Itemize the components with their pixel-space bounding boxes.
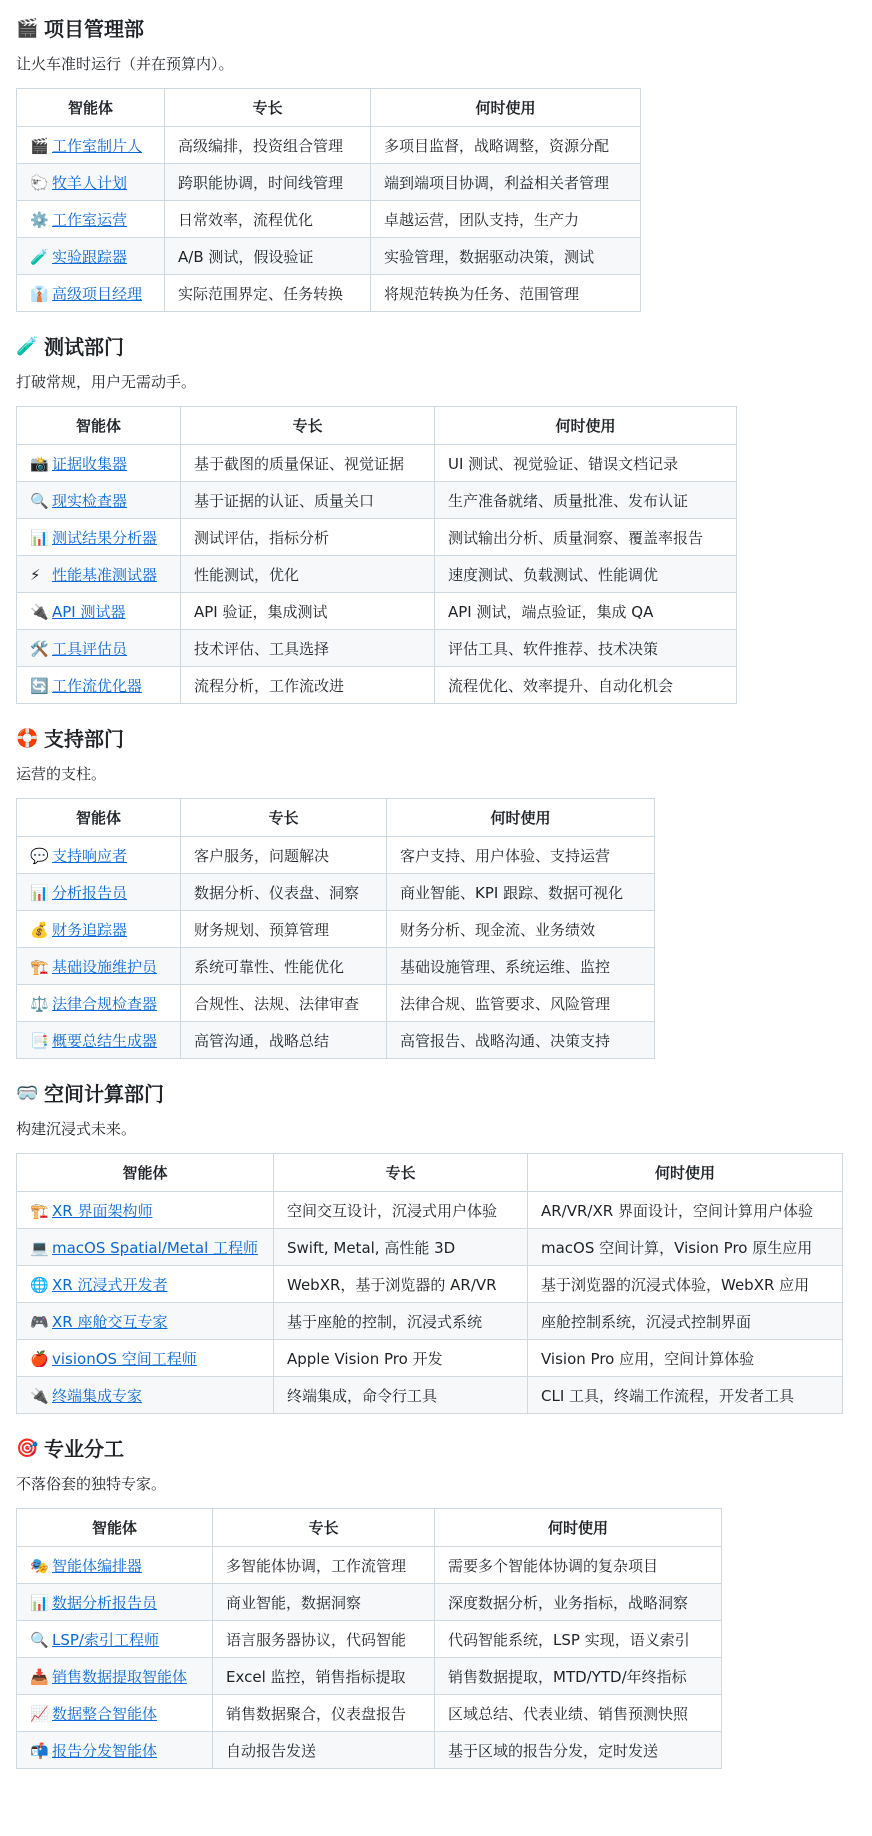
agent-link[interactable]: visionOS 空间工程师 bbox=[52, 1349, 197, 1368]
table-row bbox=[17, 482, 737, 519]
section-title: 支持部门 bbox=[44, 727, 124, 751]
table-row bbox=[17, 837, 655, 874]
section-emoji-icon: 🧪 bbox=[16, 336, 39, 357]
agent-emoji-icon: 📈 bbox=[30, 1704, 49, 1723]
when-to-use-cell: 需要多个智能体协调的复杂项目 bbox=[435, 1547, 722, 1584]
agent-emoji-icon: ⚡ bbox=[30, 565, 41, 584]
section-description: 构建沉浸式未来。 bbox=[16, 1120, 137, 1138]
agent-link[interactable]: 智能体编排器 bbox=[52, 1556, 143, 1575]
section-title: 项目管理部 bbox=[44, 17, 144, 41]
specialty-cell: 基于证据的认证、质量关口 bbox=[181, 482, 435, 519]
section-description: 让火车准时运行（并在预算内）。 bbox=[16, 55, 234, 73]
agent-cell bbox=[17, 164, 165, 201]
agent-link[interactable]: 财务追踪器 bbox=[52, 920, 128, 939]
table-row bbox=[17, 1547, 722, 1584]
table-row bbox=[17, 127, 641, 164]
specialty-cell: 技术评估、工具选择 bbox=[181, 630, 435, 667]
column-header: 专长 bbox=[213, 1509, 435, 1547]
table-row bbox=[17, 445, 737, 482]
agent-link[interactable]: LSP/索引工程师 bbox=[52, 1630, 159, 1649]
table-row bbox=[17, 164, 641, 201]
specialty-cell: 合规性、法规、法律审查 bbox=[181, 985, 387, 1022]
table-header-row bbox=[17, 1154, 843, 1192]
table-row bbox=[17, 1732, 722, 1769]
section-description: 打破常规，用户无需动手。 bbox=[16, 373, 197, 391]
agent-cell bbox=[17, 667, 181, 704]
agent-cell bbox=[17, 201, 165, 238]
agent-cell bbox=[17, 1266, 274, 1303]
agent-cell bbox=[17, 519, 181, 556]
agent-link[interactable]: API 测试器 bbox=[52, 602, 126, 621]
when-to-use-cell: 基于区域的报告分发，定时发送 bbox=[435, 1732, 722, 1769]
when-to-use-cell: Vision Pro 应用，空间计算体验 bbox=[528, 1340, 843, 1377]
agent-cell bbox=[17, 1547, 213, 1584]
agent-link[interactable]: 工作室运营 bbox=[52, 210, 128, 229]
specialty-cell: 实际范围界定、任务转换 bbox=[165, 275, 371, 312]
specialty-cell: 跨职能协调，时间线管理 bbox=[165, 164, 371, 201]
table-row bbox=[17, 1022, 655, 1059]
agent-emoji-icon: 📥 bbox=[30, 1667, 49, 1686]
agent-emoji-icon: 📬 bbox=[30, 1741, 49, 1760]
agent-link[interactable]: 基础设施维护员 bbox=[52, 957, 158, 976]
specialty-cell: 自动报告发送 bbox=[213, 1732, 435, 1769]
section-emoji-icon: 🥽 bbox=[16, 1083, 39, 1104]
column-header: 何时使用 bbox=[528, 1154, 843, 1192]
when-to-use-cell: 销售数据提取，MTD/YTD/年终指标 bbox=[435, 1658, 722, 1695]
column-header: 智能体 bbox=[17, 799, 181, 837]
agent-cell bbox=[17, 238, 165, 275]
table-row bbox=[17, 1695, 722, 1732]
agent-emoji-icon: 📊 bbox=[30, 1593, 49, 1612]
section-heading bbox=[16, 14, 856, 44]
agent-emoji-icon: 🔍 bbox=[30, 491, 49, 510]
agent-cell bbox=[17, 1658, 213, 1695]
when-to-use-cell: 评估工具、软件推荐、技术决策 bbox=[435, 630, 737, 667]
table-row bbox=[17, 593, 737, 630]
agent-cell bbox=[17, 1229, 274, 1266]
when-to-use-cell: 座舱控制系统，沉浸式控制界面 bbox=[528, 1303, 843, 1340]
agent-cell bbox=[17, 911, 181, 948]
agent-cell bbox=[17, 985, 181, 1022]
agent-emoji-icon: 💻 bbox=[30, 1238, 49, 1257]
agent-cell bbox=[17, 1022, 181, 1059]
specialty-cell: 流程分析，工作流改进 bbox=[181, 667, 435, 704]
specialty-cell: WebXR，基于浏览器的 AR/VR bbox=[274, 1266, 528, 1303]
agent-emoji-icon: 🐑 bbox=[30, 173, 49, 192]
agent-emoji-icon: 📸 bbox=[30, 454, 49, 473]
agent-link[interactable]: 销售数据提取智能体 bbox=[52, 1667, 188, 1686]
agent-emoji-icon: 📑 bbox=[30, 1031, 49, 1050]
agent-emoji-icon: 🎭 bbox=[30, 1556, 49, 1575]
agent-link[interactable]: 支持响应者 bbox=[52, 846, 128, 865]
agent-emoji-icon: 🛠️ bbox=[30, 639, 49, 658]
when-to-use-cell: 卓越运营，团队支持，生产力 bbox=[371, 201, 641, 238]
agent-cell bbox=[17, 1732, 213, 1769]
when-to-use-cell: 将规范转换为任务、范围管理 bbox=[371, 275, 641, 312]
table-row bbox=[17, 275, 641, 312]
when-to-use-cell: 流程优化、效率提升、自动化机会 bbox=[435, 667, 737, 704]
when-to-use-cell: 基于浏览器的沉浸式体验，WebXR 应用 bbox=[528, 1266, 843, 1303]
agent-emoji-icon: 🧪 bbox=[30, 247, 49, 266]
agent-cell bbox=[17, 556, 181, 593]
agent-cell bbox=[17, 1621, 213, 1658]
agent-emoji-icon: 📊 bbox=[30, 528, 49, 547]
agent-emoji-icon: 💬 bbox=[30, 846, 49, 865]
when-to-use-cell: 代码智能系统，LSP 实现，语义索引 bbox=[435, 1621, 722, 1658]
agent-cell bbox=[17, 874, 181, 911]
agent-link[interactable]: macOS Spatial/Metal 工程师 bbox=[52, 1238, 259, 1257]
column-header: 何时使用 bbox=[435, 407, 737, 445]
agents-table bbox=[16, 1153, 843, 1414]
agent-emoji-icon: 💰 bbox=[30, 920, 49, 939]
section bbox=[16, 1079, 856, 1414]
agent-cell bbox=[17, 1303, 274, 1340]
agent-link[interactable]: 报告分发智能体 bbox=[52, 1741, 158, 1760]
column-header: 智能体 bbox=[17, 89, 165, 127]
section-title: 测试部门 bbox=[44, 335, 124, 359]
table-row bbox=[17, 948, 655, 985]
specialty-cell: A/B 测试，假设验证 bbox=[165, 238, 371, 275]
agent-link[interactable]: 测试结果分析器 bbox=[52, 528, 158, 547]
table-row bbox=[17, 630, 737, 667]
specialty-cell: 终端集成，命令行工具 bbox=[274, 1377, 528, 1414]
column-header: 何时使用 bbox=[435, 1509, 722, 1547]
agent-emoji-icon: 🌐 bbox=[30, 1275, 49, 1294]
when-to-use-cell: 实验管理，数据驱动决策，测试 bbox=[371, 238, 641, 275]
section-emoji-icon: 🎯 bbox=[16, 1438, 39, 1459]
section-description: 运营的支柱。 bbox=[16, 765, 107, 783]
when-to-use-cell: 高管报告、战略沟通、决策支持 bbox=[387, 1022, 655, 1059]
agent-link[interactable]: XR 座舱交互专家 bbox=[52, 1312, 168, 1331]
agent-cell bbox=[17, 593, 181, 630]
specialty-cell: 性能测试，优化 bbox=[181, 556, 435, 593]
table-row bbox=[17, 985, 655, 1022]
agent-link[interactable]: 实验跟踪器 bbox=[52, 247, 128, 266]
column-header: 专长 bbox=[181, 799, 387, 837]
table-row bbox=[17, 238, 641, 275]
column-header: 专长 bbox=[181, 407, 435, 445]
agent-emoji-icon: 🏗️ bbox=[30, 957, 49, 976]
section-heading bbox=[16, 724, 856, 754]
agent-emoji-icon: 📊 bbox=[30, 883, 49, 902]
specialty-cell: Excel 监控，销售指标提取 bbox=[213, 1658, 435, 1695]
section bbox=[16, 14, 856, 312]
section-emoji-icon: 🛟 bbox=[16, 728, 39, 749]
specialty-cell: 日常效率，流程优化 bbox=[165, 201, 371, 238]
agent-emoji-icon: 👔 bbox=[30, 284, 49, 303]
table-header-row bbox=[17, 407, 737, 445]
table-row bbox=[17, 1303, 843, 1340]
column-header: 何时使用 bbox=[371, 89, 641, 127]
column-header: 智能体 bbox=[17, 407, 181, 445]
table-row bbox=[17, 1621, 722, 1658]
specialty-cell: 测试评估，指标分析 bbox=[181, 519, 435, 556]
when-to-use-cell: 客户支持、用户体验、支持运营 bbox=[387, 837, 655, 874]
agent-link[interactable]: 数据整合智能体 bbox=[52, 1704, 158, 1723]
table-header-row bbox=[17, 89, 641, 127]
specialty-cell: 数据分析、仪表盘、洞察 bbox=[181, 874, 387, 911]
specialty-cell: Apple Vision Pro 开发 bbox=[274, 1340, 528, 1377]
when-to-use-cell: 测试输出分析、质量洞察、覆盖率报告 bbox=[435, 519, 737, 556]
when-to-use-cell: 端到端项目协调，利益相关者管理 bbox=[371, 164, 641, 201]
section bbox=[16, 724, 856, 1059]
column-header: 智能体 bbox=[17, 1154, 274, 1192]
specialty-cell: 语言服务器协议，代码智能 bbox=[213, 1621, 435, 1658]
agent-cell bbox=[17, 630, 181, 667]
when-to-use-cell: 速度测试、负载测试、性能调优 bbox=[435, 556, 737, 593]
when-to-use-cell: 财务分析、现金流、业务绩效 bbox=[387, 911, 655, 948]
specialty-cell: 多智能体协调，工作流管理 bbox=[213, 1547, 435, 1584]
specialty-cell: 客户服务，问题解决 bbox=[181, 837, 387, 874]
agent-link[interactable]: 概要总结生成器 bbox=[52, 1031, 158, 1050]
section-title: 空间计算部门 bbox=[44, 1082, 164, 1106]
agent-emoji-icon: 🔌 bbox=[30, 602, 49, 621]
when-to-use-cell: 区域总结、代表业绩、销售预测快照 bbox=[435, 1695, 722, 1732]
table-row bbox=[17, 1658, 722, 1695]
section bbox=[16, 332, 856, 704]
table-row bbox=[17, 556, 737, 593]
table-row bbox=[17, 874, 655, 911]
specialty-cell: 基于截图的质量保证、视觉证据 bbox=[181, 445, 435, 482]
agent-cell bbox=[17, 1377, 274, 1414]
section-heading bbox=[16, 332, 856, 362]
agents-table bbox=[16, 1508, 722, 1769]
agent-link[interactable]: 数据分析报告员 bbox=[52, 1593, 158, 1612]
column-header: 专长 bbox=[274, 1154, 528, 1192]
table-row bbox=[17, 1229, 843, 1266]
when-to-use-cell: API 测试，端点验证，集成 QA bbox=[435, 593, 737, 630]
specialty-cell: 销售数据聚合，仪表盘报告 bbox=[213, 1695, 435, 1732]
column-header: 专长 bbox=[165, 89, 371, 127]
table-row bbox=[17, 519, 737, 556]
agent-link[interactable]: 终端集成专家 bbox=[52, 1386, 143, 1405]
specialty-cell: Swift, Metal, 高性能 3D bbox=[274, 1229, 528, 1266]
table-header-row bbox=[17, 799, 655, 837]
column-header: 何时使用 bbox=[387, 799, 655, 837]
agent-link[interactable]: 工作室制片人 bbox=[52, 136, 143, 155]
agent-emoji-icon: ⚖️ bbox=[30, 994, 49, 1013]
agent-link[interactable]: XR 沉浸式开发者 bbox=[52, 1275, 168, 1294]
agent-link[interactable]: 工具评估员 bbox=[52, 639, 128, 658]
agent-cell bbox=[17, 1192, 274, 1229]
agent-cell bbox=[17, 275, 165, 312]
agent-cell bbox=[17, 482, 181, 519]
section bbox=[16, 1434, 856, 1769]
agent-emoji-icon: ⚙️ bbox=[30, 210, 49, 229]
table-row bbox=[17, 1584, 722, 1621]
agent-emoji-icon: 🎮 bbox=[30, 1312, 49, 1331]
agent-emoji-icon: 🍎 bbox=[30, 1349, 49, 1368]
specialty-cell: API 验证，集成测试 bbox=[181, 593, 435, 630]
when-to-use-cell: 多项目监督，战略调整，资源分配 bbox=[371, 127, 641, 164]
when-to-use-cell: 深度数据分析，业务指标，战略洞察 bbox=[435, 1584, 722, 1621]
section-heading bbox=[16, 1079, 856, 1109]
table-row bbox=[17, 667, 737, 704]
specialty-cell: 系统可靠性、性能优化 bbox=[181, 948, 387, 985]
agent-link[interactable]: 现实检查器 bbox=[52, 491, 128, 510]
section-description: 不落俗套的独特专家。 bbox=[16, 1475, 167, 1493]
specialty-cell: 基于座舱的控制，沉浸式系统 bbox=[274, 1303, 528, 1340]
table-header-row bbox=[17, 1509, 722, 1547]
agent-cell bbox=[17, 445, 181, 482]
agent-link[interactable]: 证据收集器 bbox=[52, 454, 128, 473]
agents-table bbox=[16, 798, 655, 1059]
agent-cell bbox=[17, 1584, 213, 1621]
column-header: 智能体 bbox=[17, 1509, 213, 1547]
specialty-cell: 空间交互设计，沉浸式用户体验 bbox=[274, 1192, 528, 1229]
agent-cell bbox=[17, 837, 181, 874]
specialty-cell: 商业智能，数据洞察 bbox=[213, 1584, 435, 1621]
agent-emoji-icon: 🔍 bbox=[30, 1630, 49, 1649]
agent-link[interactable]: 高级项目经理 bbox=[52, 284, 143, 303]
table-row bbox=[17, 1192, 843, 1229]
agent-cell bbox=[17, 127, 165, 164]
agent-link[interactable]: 法律合规检查器 bbox=[52, 994, 158, 1013]
when-to-use-cell: CLI 工具，终端工作流程，开发者工具 bbox=[528, 1377, 843, 1414]
section-title: 专业分工 bbox=[44, 1437, 124, 1461]
table-row bbox=[17, 1266, 843, 1303]
agent-cell bbox=[17, 1695, 213, 1732]
agent-emoji-icon: 🏗️ bbox=[30, 1201, 49, 1220]
when-to-use-cell: UI 测试、视觉验证、错误文档记录 bbox=[435, 445, 737, 482]
when-to-use-cell: 法律合规、监管要求、风险管理 bbox=[387, 985, 655, 1022]
table-row bbox=[17, 201, 641, 238]
section-heading bbox=[16, 1434, 856, 1464]
agent-link[interactable]: 分析报告员 bbox=[52, 883, 128, 902]
section-emoji-icon: 🎬 bbox=[16, 18, 39, 39]
agent-emoji-icon: 🔄 bbox=[30, 676, 49, 695]
specialty-cell: 高级编排，投资组合管理 bbox=[165, 127, 371, 164]
specialty-cell: 财务规划、预算管理 bbox=[181, 911, 387, 948]
when-to-use-cell: 商业智能、KPI 跟踪、数据可视化 bbox=[387, 874, 655, 911]
table-row bbox=[17, 911, 655, 948]
when-to-use-cell: AR/VR/XR 界面设计，空间计算用户体验 bbox=[528, 1192, 843, 1229]
table-row bbox=[17, 1377, 843, 1414]
agent-link[interactable]: 牧羊人计划 bbox=[52, 173, 128, 192]
agent-cell bbox=[17, 948, 181, 985]
agents-table bbox=[16, 88, 641, 312]
when-to-use-cell: 基础设施管理、系统运维、监控 bbox=[387, 948, 655, 985]
when-to-use-cell: 生产准备就绪、质量批准、发布认证 bbox=[435, 482, 737, 519]
agent-link[interactable]: XR 界面架构师 bbox=[52, 1201, 153, 1220]
agent-cell bbox=[17, 1340, 274, 1377]
agent-emoji-icon: 🎬 bbox=[30, 136, 49, 155]
agents-table bbox=[16, 406, 737, 704]
agent-link[interactable]: 性能基准测试器 bbox=[52, 565, 158, 584]
agent-link[interactable]: 工作流优化器 bbox=[52, 676, 143, 695]
specialty-cell: 高管沟通，战略总结 bbox=[181, 1022, 387, 1059]
table-row bbox=[17, 1340, 843, 1377]
agent-emoji-icon: 🔌 bbox=[30, 1386, 49, 1405]
when-to-use-cell: macOS 空间计算，Vision Pro 原生应用 bbox=[528, 1229, 843, 1266]
